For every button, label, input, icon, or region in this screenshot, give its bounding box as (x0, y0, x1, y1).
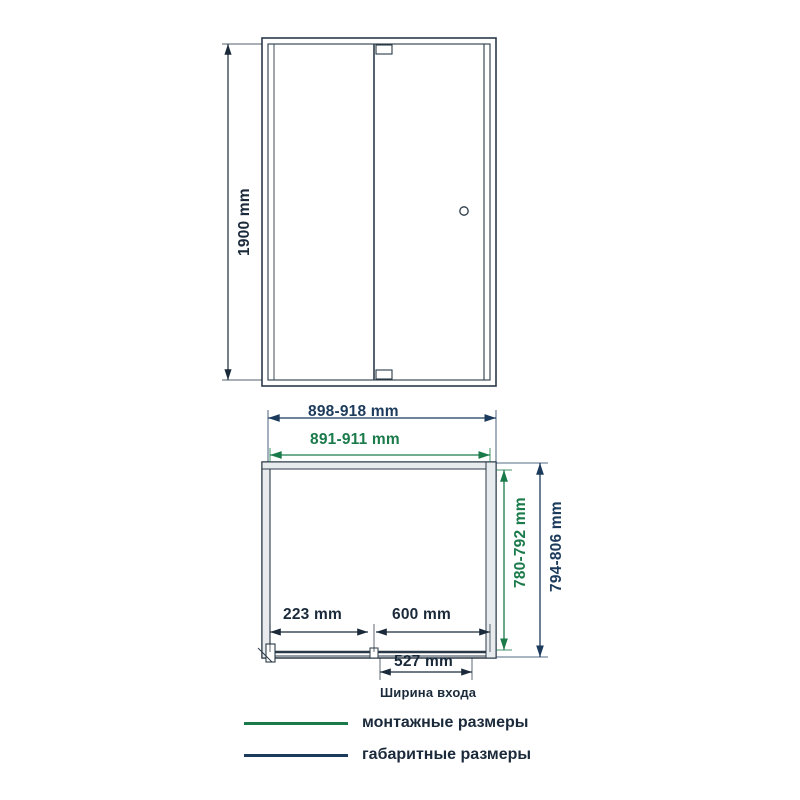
mounting-width-dimension (270, 448, 490, 462)
legend-swatch-overall-icon (244, 754, 348, 757)
front-elevation-view (262, 38, 496, 386)
segment-left-label: 223 mm (283, 606, 342, 623)
mounting-depth-dimension (496, 470, 512, 650)
front-height-label: 1900 mm (236, 188, 253, 256)
legend-swatch-mounting-icon (244, 722, 348, 725)
mounting-depth-label: 780-792 mm (512, 497, 529, 588)
entrance-width-caption: Ширина входа (380, 685, 477, 700)
overall-width-label: 898-918 mm (308, 403, 399, 420)
entrance-width-label: 527 mm (394, 653, 453, 670)
mounting-width-label: 891-911 mm (310, 431, 400, 448)
overall-depth-label: 794-806 mm (548, 501, 565, 592)
legend-label-overall: габаритные размеры (362, 746, 532, 763)
segment-right-label: 600 mm (392, 606, 451, 623)
legend-item-mounting (244, 714, 528, 732)
legend-label-mounting: монтажные размеры (362, 714, 529, 731)
segment-dimensions (270, 624, 490, 652)
legend-item-overall (244, 746, 531, 764)
